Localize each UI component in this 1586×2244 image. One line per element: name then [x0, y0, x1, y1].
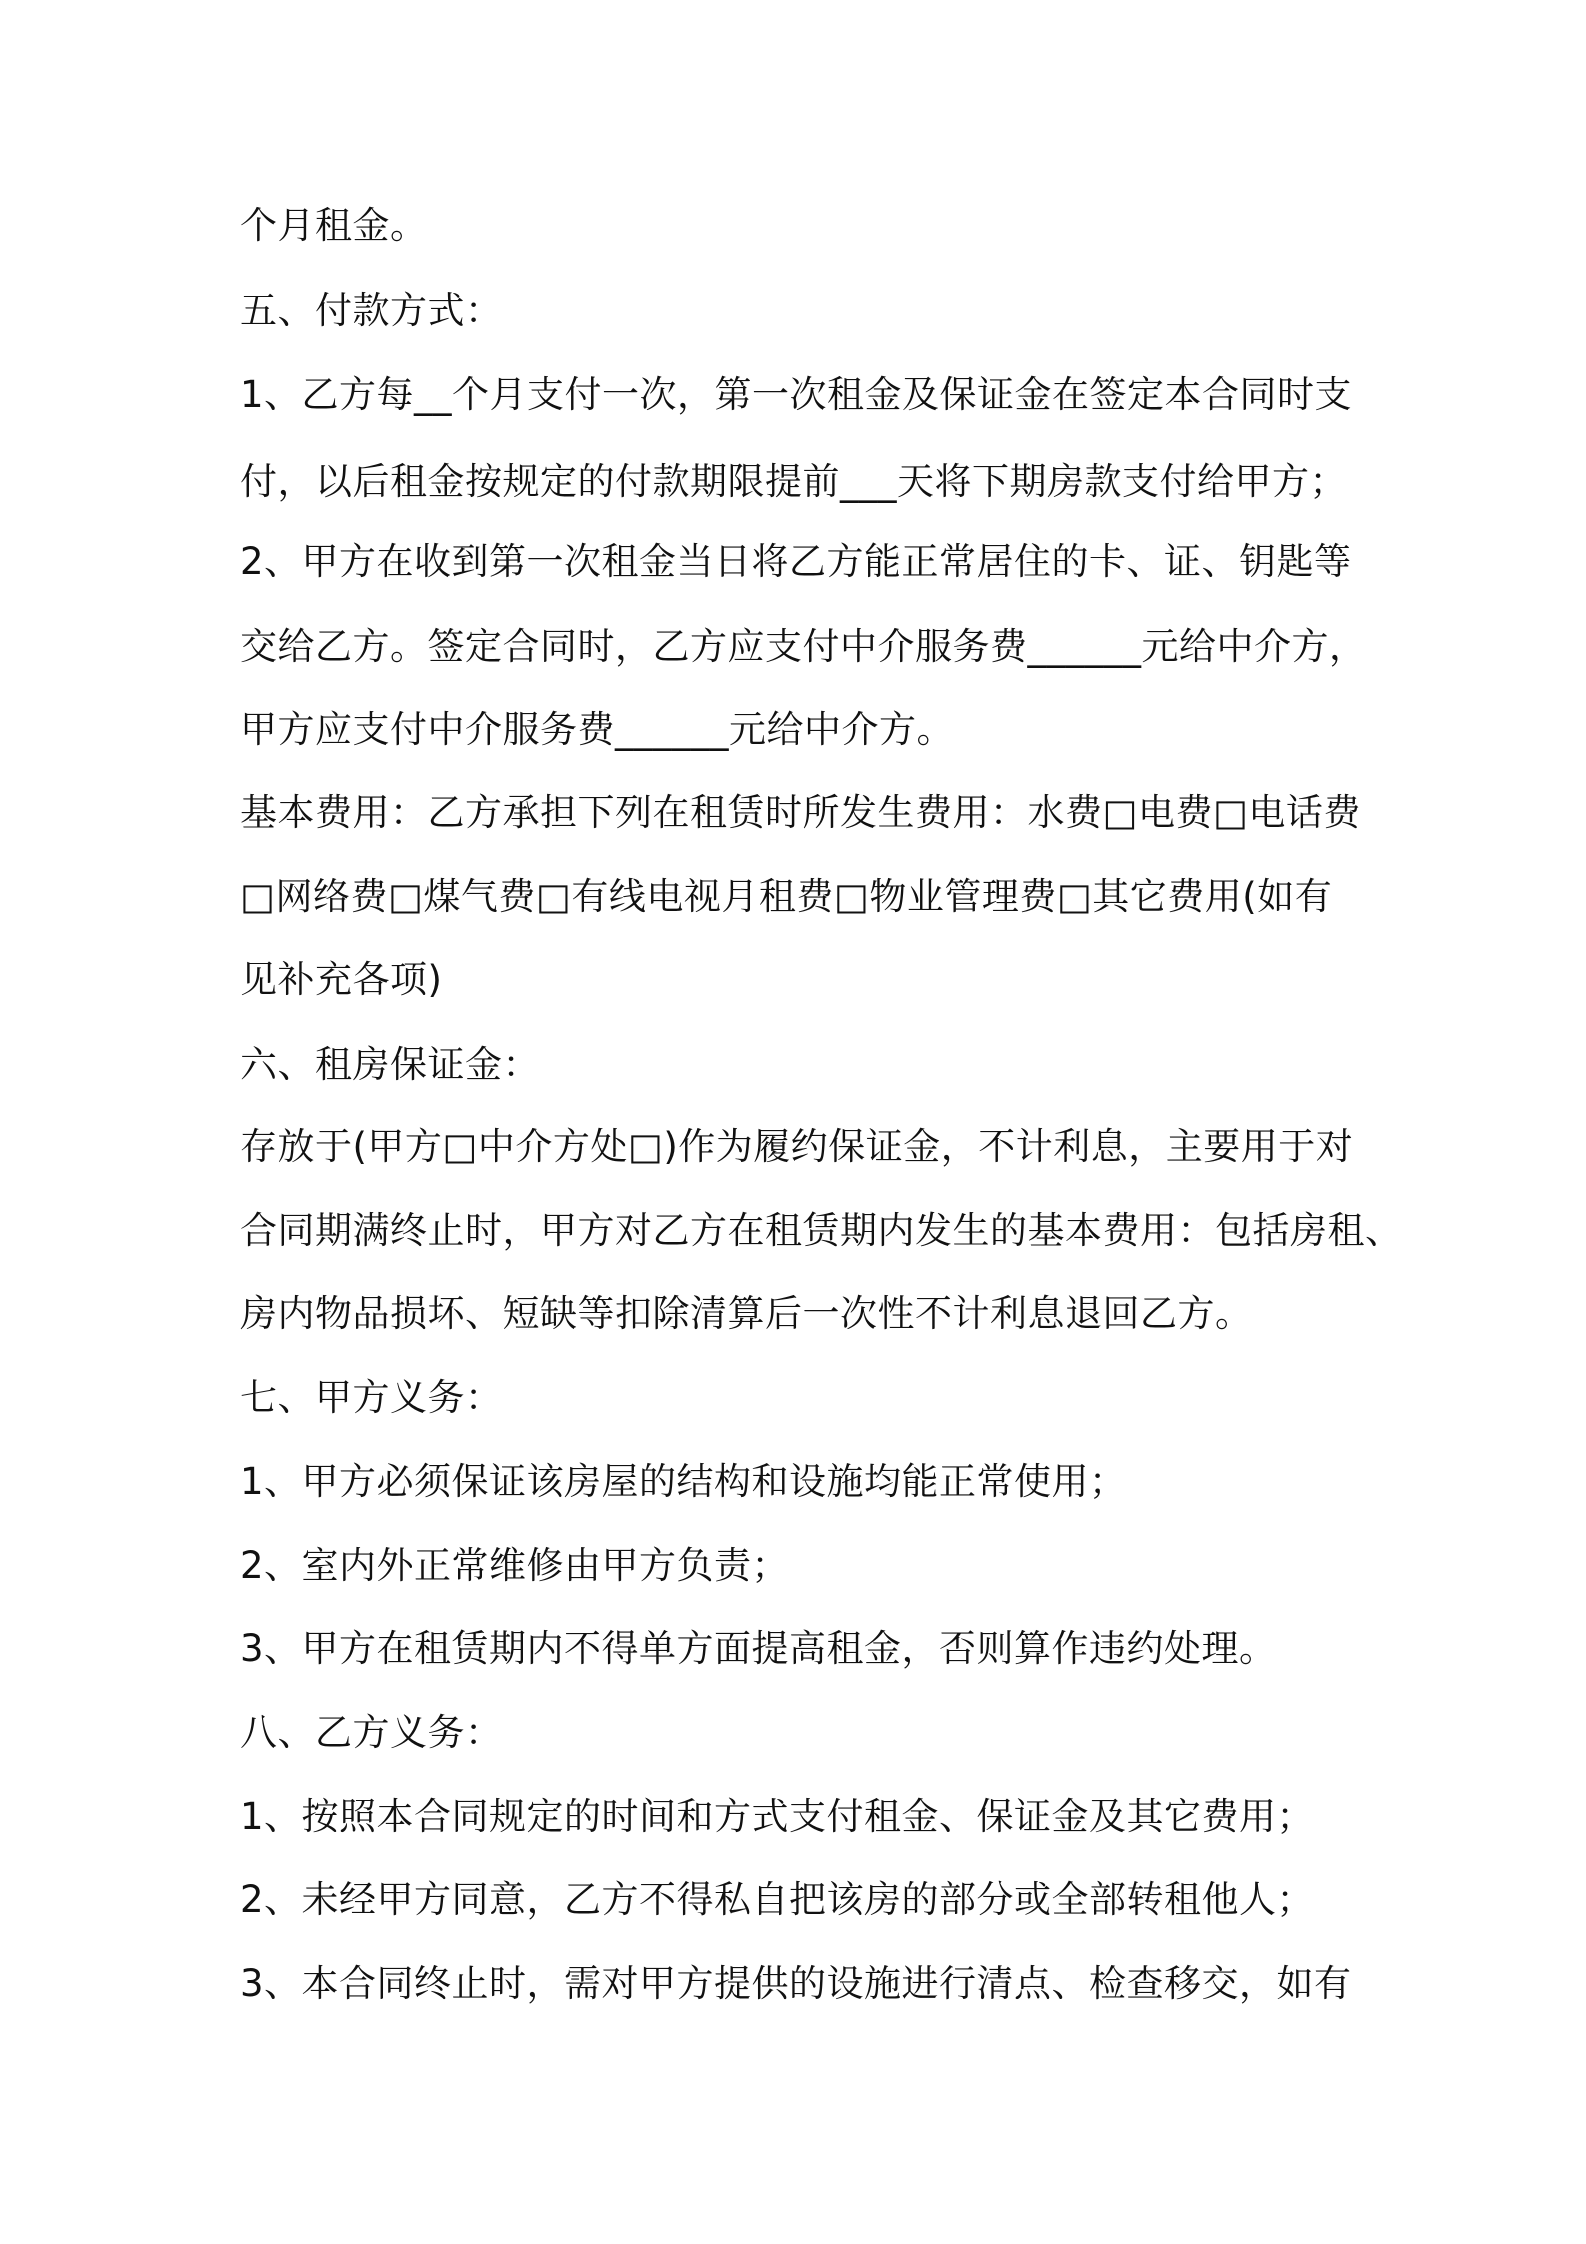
text-line: 1、甲方必须保证该房屋的结构和设施均能正常使用； — [240, 1460, 1127, 1503]
text-line: 房内物品损坏、短缺等扣除清算后一次性不计利息退回乙方。 — [240, 1292, 1253, 1335]
text-line: 2、室内外正常维修由甲方负责； — [240, 1544, 790, 1587]
section-heading-party-a-obligations: 七、甲方义务： — [240, 1376, 503, 1419]
text-line: 3、甲方在租赁期内不得单方面提高租金，否则算作违约处理。 — [240, 1627, 1277, 1670]
text-line: 见补充各项) — [240, 958, 443, 1001]
text-line: 存放于(甲方□中介方处□)作为履约保证金，不计利息，主要用于对 — [240, 1125, 1354, 1168]
text-line: 1、乙方每__个月支付一次，第一次租金及保证金在签定本合同时支 — [240, 373, 1353, 416]
text-line: 个月租金。 — [240, 204, 428, 247]
text-line: 2、未经甲方同意，乙方不得私自把该房的部分或全部转租他人； — [240, 1878, 1315, 1921]
text-line: 交给乙方。签定合同时，乙方应支付中介服务费______元给中介方， — [240, 625, 1367, 668]
section-heading-party-b-obligations: 八、乙方义务： — [240, 1711, 503, 1754]
text-line: 合同期满终止时，甲方对乙方在租赁期内发生的基本费用：包括房租、 — [240, 1209, 1403, 1252]
text-line: 付，以后租金按规定的付款期限提前___天将下期房款支付给甲方； — [240, 460, 1347, 503]
text-line: 基本费用：乙方承担下列在租赁时所发生费用：水费□电费□电话费 — [240, 791, 1361, 834]
text-line: 甲方应支付中介服务费______元给中介方。 — [240, 708, 954, 751]
text-line: 2、甲方在收到第一次租金当日将乙方能正常居住的卡、证、钥匙等 — [240, 540, 1352, 583]
section-heading-deposit: 六、租房保证金： — [240, 1043, 540, 1086]
text-line: 1、按照本合同规定的时间和方式支付租金、保证金及其它费用； — [240, 1795, 1315, 1838]
text-line: □网络费□煤气费□有线电视月租费□物业管理费□其它费用(如有 — [240, 875, 1333, 918]
section-heading-payment: 五、付款方式： — [240, 289, 503, 332]
text-line: 3、本合同终止时，需对甲方提供的设施进行清点、检查移交，如有 — [240, 1962, 1352, 2005]
